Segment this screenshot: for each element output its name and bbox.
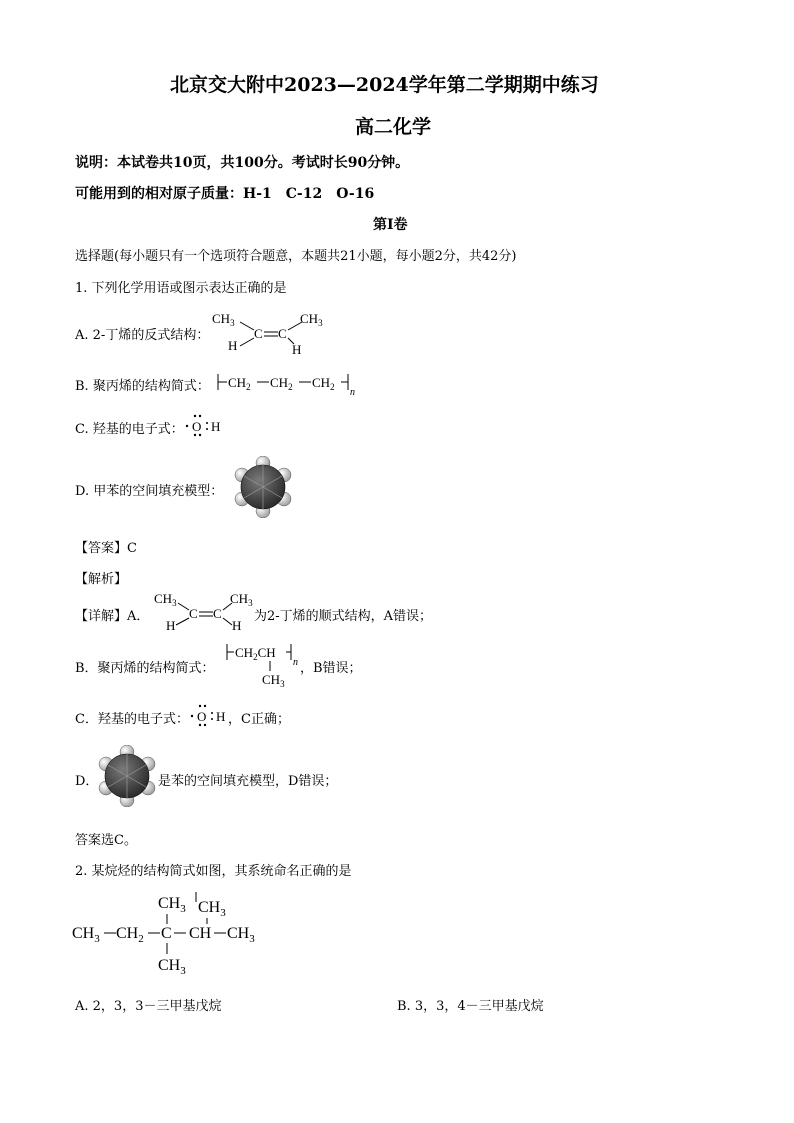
q1-stem: 1. 下列化学用语或图示表达正确的是 [75,281,287,296]
svg-text:CH3: $CH_3$ [262,672,285,688]
space-filling-model-icon [232,456,294,518]
q1-detail-b-tail: ，B错误； [300,661,362,676]
hydroxyl-electron-formula [183,412,223,438]
q1-option-c: C. 羟基的电子式： [75,422,184,437]
polypropylene-wrong-structure [215,368,360,398]
q1-detail-c-head: C．羟基的电子式： [75,712,189,727]
svg-text:C: C [189,606,198,621]
svg-text:CH3: $CH_3$ [230,591,253,608]
q2-option-b: B. 3，3，4－三甲基戊烷 [397,999,544,1014]
q1-detail-d-tail: 是苯的空间填充模型，D错误； [158,774,338,789]
svg-text:CH: CH [189,925,212,942]
q1-option-d: D. 甲苯的空间填充模型： [75,484,224,499]
hydroxyl-electron-formula-detail [188,702,228,728]
polypropylene-correct-structure [224,640,304,688]
svg-text:CH3: $CH_3$ [227,925,255,945]
svg-text:O: O [192,419,202,434]
q1-conclusion: 答案选C。 [75,833,137,848]
svg-text:H: H [216,709,226,724]
svg-text:CH3: $CH_3$ [158,957,186,976]
svg-text:H: H [228,338,238,353]
svg-text:CH2: $CH_2$ [270,375,293,392]
q1-detail-c-tail: ，C正确； [228,712,290,727]
q2-stem: 2. 某烷烃的结构简式如图，其系统命名正确的是 [75,864,352,879]
q1-answer: 【答案】C [75,541,137,556]
q1-detail-a-text: 为2-丁烯的顺式结构，A错误； [254,609,433,624]
exam-note: 说明：本试卷共10页，共100分。考试时长90分钟。 [75,155,410,171]
svg-text:H: H [166,618,176,633]
svg-text:CH3: $CH_3$ [212,311,235,328]
svg-text:CH3: $CH_3$ [198,899,226,919]
q1-option-b: B. 聚丙烯的结构简式： [75,379,210,394]
atomic-mass-note: 可能用到的相对原子质量：H-1 C-12 O-16 [75,186,375,202]
q1-option-a: A. 2-丁烯的反式结构： [75,328,210,343]
svg-text:C: C [213,606,222,621]
svg-text:CH2: $CH_2$ [312,375,335,392]
svg-text:CH3: $CH_3$ [158,895,186,915]
benzene-space-filling-model-icon [96,745,158,807]
svg-text:C: C [278,326,287,341]
svg-text:CH3: $CH_3$ [300,311,323,328]
q1-detail-label: 【详解】A． [75,609,150,624]
svg-text:H: H [211,419,221,434]
volume-label: 第Ⅰ卷 [373,217,408,233]
svg-text:H: H [292,342,302,356]
cis-2-butene-structure [152,588,257,636]
svg-text:C: C [254,326,263,341]
svg-text:H: H [232,618,242,633]
document-subtitle: 高二化学 [355,116,432,138]
svg-text:CH3: $CH_3$ [72,925,100,945]
svg-text:CH2CH: $CH_2CH$ [235,645,276,662]
alkane-structure [70,888,270,976]
svg-text:CH2: $CH_2$ [116,925,144,945]
svg-text:n: n [350,387,355,398]
svg-text:C: C [161,925,172,942]
section-intro: 选择题(每小题只有一个选项符合题意，本题共21小题，每小题2分，共42分) [75,249,517,264]
q1-analysis-label: 【解析】 [75,572,128,587]
svg-text:CH2: $CH_2$ [228,375,251,392]
trans-2-butene-structure [210,308,325,356]
svg-text:n: n [293,657,298,668]
q1-detail-d-head: D． [75,774,99,789]
q1-detail-b-head: B．聚丙烯的结构简式： [75,661,215,676]
svg-text:O: O [197,709,207,724]
svg-text:CH3: $CH_3$ [154,591,177,608]
document-title: 北京交大附中2023—2024学年第二学期期中练习 [170,74,599,96]
q2-option-a: A. 2，3，3－三甲基戊烷 [75,999,222,1014]
